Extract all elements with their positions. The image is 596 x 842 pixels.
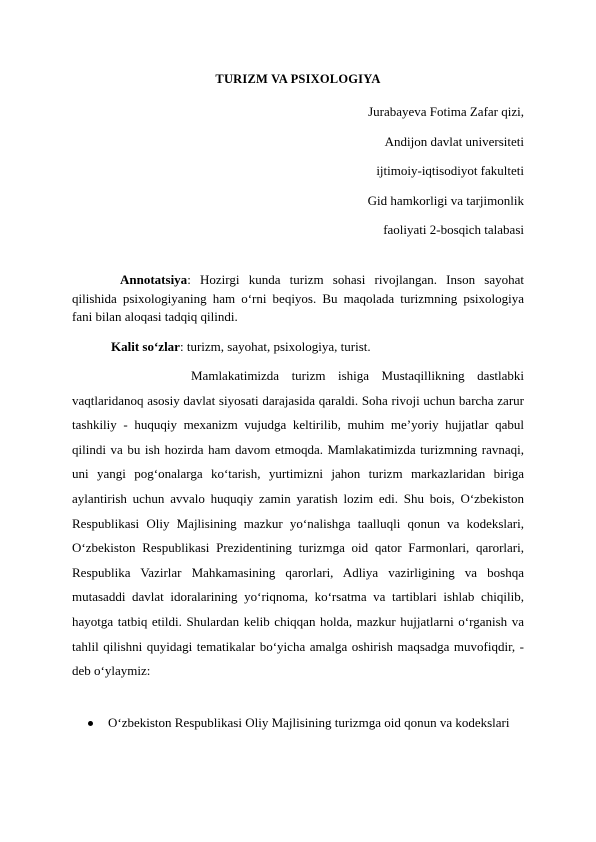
keywords (111, 338, 524, 356)
list-item (72, 711, 524, 736)
author-line: Andijon davlat universiteti (384, 133, 524, 149)
body-paragraph: Mamlakatimizda turizm ishiga Mustaqillikning dastlabki vaqtlaridanoq asosiy davlat siyosati darajasida qaraldi. Soha rivoji uchun barcha zarur tashkiliy - huquqiy mexanizm vujudga keltirilib, muhim me’yoriy hujjatlar qabul qilindi va bu ish hozirda ham davom etmoqda. Mamlakatimizda turizmning ravnaqi, uni yangi pog‘onalarga ko‘tarish, yurtimizni jahon turizm markazlaridan biriga aylantirish uchun avvalo huquqiy zamin yaratish lozim edi. Shu bois, O‘zbekiston Respublikasi Oliy Majlisining mazkur yo‘nalishga taalluqli qonun va kodekslari, O‘zbekiston Respublikasi Prezidentining turizmga oid qator Farmonlari, qarorlari, Respublika Vazirlar Mahkamasining qarorlari, Adliya vazirligining va boshqa mutasaddi davlat idoralarining yo‘riqnoma, ko‘rsatma va tartiblari ishlab chiqilib, hayotga tatbiq etildi. Shulardan kelib chiqqan holda, mazkur hujjatlarni o‘rganish va tahlil qilishni quyidagi tematikalar bo‘yicha amalga oshirish maqsadga muvofiqdir, - deb o‘ylaymiz: (72, 368, 524, 679)
list-item-text: O‘zbekiston Respublikasi Oliy Majlisining turizmga oid qonun va kodekslari (108, 715, 510, 730)
keywords-label: Kalit so‘zlar (111, 339, 180, 354)
bullet-dot-icon (88, 721, 93, 726)
author-line: Gid hamkorligi va tarjimonlik (367, 192, 524, 208)
author-line: faoliyati 2-bosqich talabasi (383, 222, 524, 237)
keywords-text: : turizm, sayohat, psixologiya, turist. (179, 339, 371, 354)
abstract (72, 271, 524, 327)
author-block (224, 97, 524, 245)
bullet-list (72, 711, 524, 736)
page-title: TURIZM VA PSIXOLOGIYA (215, 72, 381, 86)
author-line: Jurabayeva Fotima Zafar qizi, (368, 104, 524, 119)
author-line: ijtimoiy-iqtisodiyot fakulteti (376, 163, 524, 178)
abstract-text: : Hozirgi kunda turizm sohasi rivojlangan. Inson sayohat qilishida psixologiyaning ham o‘rni beqiyos. Bu maqolada turizmning psixologiya fani bilan aloqasi tadqiq qilindi. (72, 272, 524, 324)
abstract-label: Annotatsiya (120, 272, 188, 287)
